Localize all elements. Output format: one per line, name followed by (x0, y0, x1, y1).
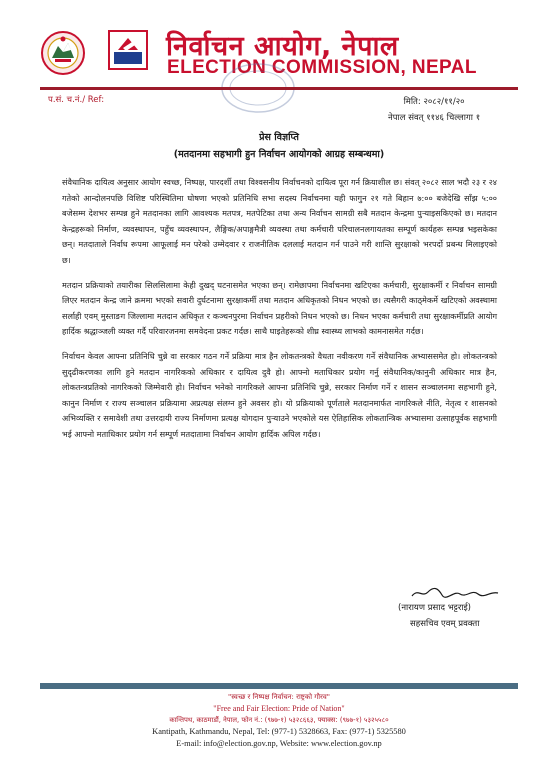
press-release-body (62, 175, 497, 452)
footer-divider (40, 683, 518, 689)
commission-name-english: ELECTION COMMISSION, NEPAL (167, 57, 477, 78)
footer-contact: E-mail: info@election.gov.np, Website: www.election.gov.np (176, 739, 382, 748)
handwritten-signature-icon (410, 586, 500, 600)
election-commission-logo-icon (108, 30, 148, 70)
body-paragraph: संवैधानिक दायित्व अनुसार आयोग स्वच्छ, निष्पक्ष, पारदर्शी तथा विश्वसनीय निर्वाचनको दायित्व पूरा गर्न क्रियाशील छ। संवत् २०८२ साल भदौ २३ र २४ गतेको आन्दोलनपछि विशिष्ट परिस्थितिमा घोषणा भएको प्रतिनिधि सभा सदस्य निर्वाचनमा यही फागुन २१ गते बिहान ७:०० बजेदेखि साँझ ५:०० बजेसम्म देशभर सम्पन्न हुने मतदानका लागि आवश्यक मतपत्र, मतपेटिका तथा अन्य निर्वाचन सामग्री सबै मतदान केन्द्रमा पुऱ्याइसकिएको छ। मतदान केन्द्रहरूको निर्माण, व्यवस्थापन, पहुँच व्यवस्थापन, लैङ्गिक/अपाङ्गमैत्री व्यवस्था तथा कर्मचारी परिचालनलगायतका सम्पूर्ण कार्यहरू सम्पन्न भइसकेका छन्। मतदाताले निर्वाध रूपमा आफूलाई मन परेको उम्मेदवार र राजनीतिक दललाई मतदान गर्न पाउने गरी शान्ति सुरक्षाको भरपर्दो प्रबन्ध मिलाइएको छ। (62, 177, 497, 265)
date-gregorian-bs: मिति: २०८२/११/२० (403, 97, 465, 107)
footer-address-english: Kantipath, Kathmandu, Nepal, Tel: (977-1) 5328663, Fax: (977-1) 5325580 (152, 727, 406, 736)
nepal-emblem-icon (40, 30, 86, 76)
footer-address-nepali: कान्तिपथ, काठमाडौं, नेपाल, फोन नं.: (९७७-१) ५३२८६६३, फ्याक्स: (९७७-१) ५३२५५८० (169, 716, 389, 724)
signatory-name: (नारायण प्रसाद भट्टराई) (398, 603, 471, 613)
footer (0, 692, 558, 750)
letterhead (0, 0, 558, 85)
footer-slogan-english: "Free and Fair Election: Pride of Nation" (213, 704, 345, 713)
date-nepal-sambat: नेपाल संवत् ११४६ चिल्लागा १ (388, 113, 481, 123)
header-divider (40, 87, 518, 90)
signatory-title: सहसचिव एवम् प्रवक्ता (410, 619, 480, 629)
press-release-subtitle: (मतदानमा सहभागी हुन निर्वाचन आयोगको आग्रह सम्बन्धमा) (173, 149, 385, 160)
commission-name-nepali: निर्वाचन आयोग, नेपाल (166, 31, 399, 62)
date-block (388, 94, 480, 126)
body-paragraph: निर्वाचन केवल आफ्ना प्रतिनिधि चुन्ने वा सरकार गठन गर्ने प्रक्रिया मात्र हैन लोकतन्त्रको वैधता नवीकरण गर्ने संवैधानिक अभ्याससमेत हो। लोकतन्त्रको सुदृढीकरणका लागि हुने मतदान नागरिकको अधिकार र दायित्व दुवै हो। आफ्नो मताधिकार प्रयोग गर्नु संवैधानिक/कानुनी अधिकार मात्र हैन, लोकतन्त्रप्रतिको नागरिकको जिम्मेवारी हो। निर्वाचन भनेको नागरिकले आफ्ना प्रतिनिधि चुन्ने, सरकार निर्माण गर्ने र शासन सञ्चालनमा सहभागी हुने, कानुन निर्माण र राज्य सञ्चालन प्रक्रियामा अप्रत्यक्ष संलग्न हुने अवसर हो। यो प्रक्रियाको पूर्णताले मतदानमार्फत नागरिकले नीति, नेतृत्व र शासनको अभिव्यक्ति र समावेशी तथा उत्तरदायी राज्य निर्माणमा प्रत्यक्ष योगदान पुऱ्याउने भएकोले यस ऐतिहासिक लोकतान्त्रिक अभ्यासमा उत्साहपूर्वक सहभागी भई आफ्नो मताधिकार प्रयोग गर्न सम्पूर्ण मतदातामा निर्वाचन आयोग हार्दिक अपिल गर्दछ। (62, 350, 497, 439)
body-paragraph: मतदान प्रक्रियाको तयारीका सिलसिलामा केही दुखद् घटनासमेत भएका छन्। रामेछापमा निर्वाचनमा खटिएका कर्मचारी, सुरक्षाकर्मी र निर्वाचन सामग्री लिएर मतदान केन्द्र जाने क्रममा भएको सवारी दुर्घटनामा सुरक्षाकर्मी तथा मतदान अधिकृतको निधन भएको छ। त्यसैगरी काठ्मेकर्मे खटिएको अवस्थामा सर्लाही एवम् मुस्ताङग जिल्लामा मतदान अधिकृत र कञ्चनपुरमा निर्वाचन प्रहरीको निधन भएको छ। निधन भएका कर्मचारी तथा सुरक्षाकर्मीप्रति आयोग हार्दिक श्रद्धाञ्जली व्यक्त गर्दै परिवारजनमा समवेदना प्रकट गर्दछ। साथै घाइतेहरूको शीघ्र स्वास्थ्य लाभको कामनासमेत गर्दछ। (62, 279, 497, 337)
press-release-title: प्रेस विज्ञप्ति (259, 132, 299, 143)
reference-label: प.सं. च.नं./ Ref: (48, 95, 105, 105)
footer-slogan-nepali: "स्वच्छ र निष्पक्ष निर्वाचन: राष्ट्रको गौरव" (227, 693, 331, 701)
